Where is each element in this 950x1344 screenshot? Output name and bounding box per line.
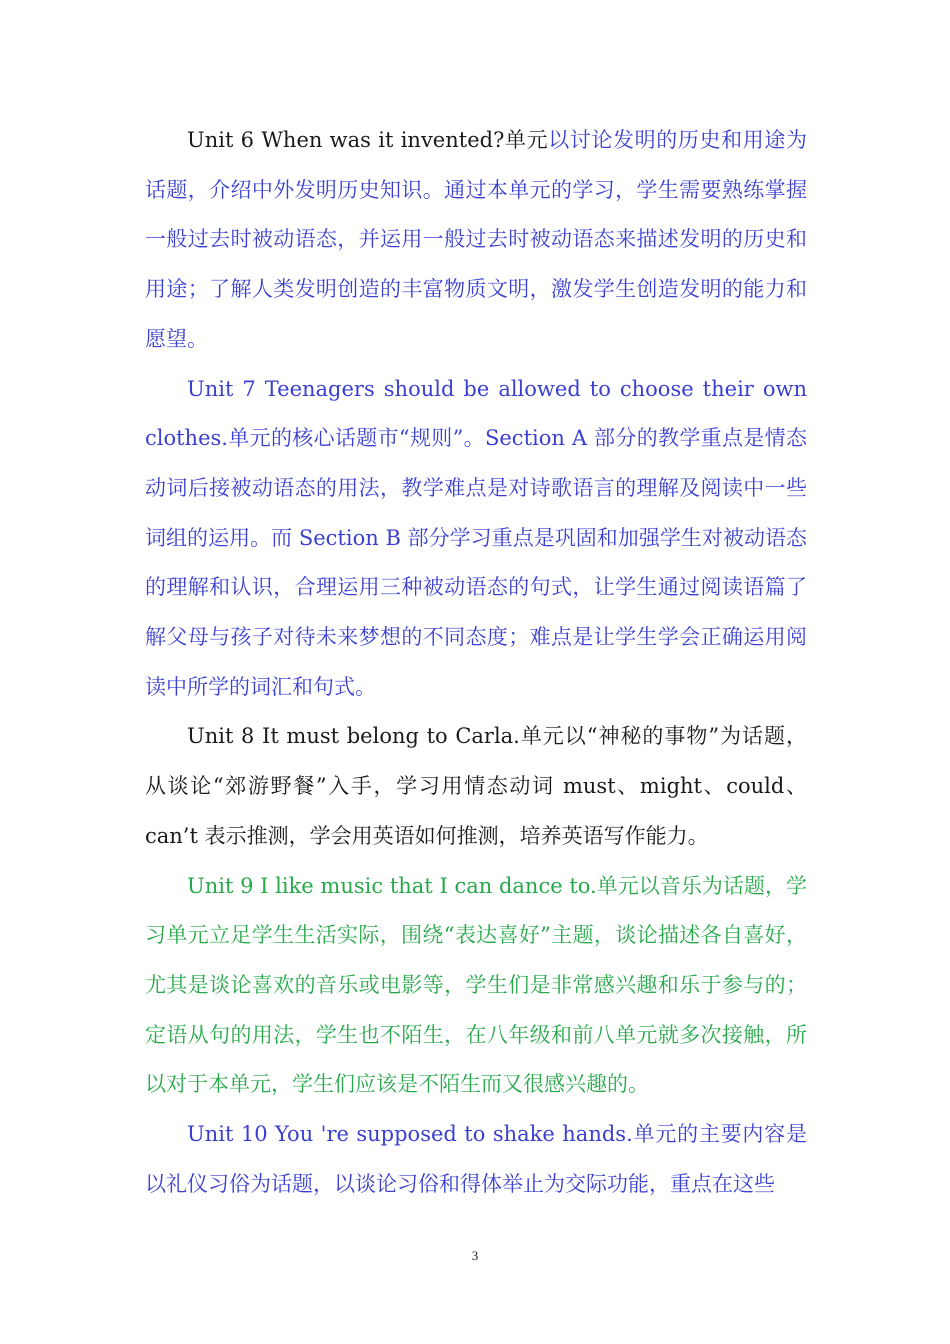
- paragraph-unit-10: Unit 10 You 're supposed to shake hands.单元的主要内容是以礼仪习俗为话题，以谈论习俗和得体举止为交际功能，重点在这些: [145, 1122, 807, 1196]
- paragraph-unit-6-lead: Unit 6 When was it invented?单元: [187, 128, 549, 152]
- paragraph-unit-6: [145, 116, 807, 365]
- page-number: 3: [471, 1248, 479, 1263]
- paragraph-unit-8: Unit 8 It must belong to Carla.单元以“神秘的事物”为话题，从谈论“郊游野餐”入手，学习用情态动词 must、might、could、can’t 表示推测，学会用英语如何推测，培养英语写作能力。: [145, 724, 807, 848]
- document-body: [145, 116, 807, 1209]
- paragraph-unit-7: Unit 7 Teenagers should be allowed to choose their own clothes.单元的核心话题市“规则”。Section A 部分的教学重点是情态动词后接被动语态的用法，教学难点是对诗歌语言的理解及阅读中一些词组的运用。而 Section B 部分学习重点是巩固和加强学生对被动语态的理解和认识，合理运用三种被动语态的句式，让学生通过阅读语篇了解父母与孩子对待未来梦想的不同态度；难点是让学生学会正确运用阅读中所学的词汇和句式。: [145, 376, 807, 699]
- paragraph-unit-6-text: 以讨论发明的历史和用途为话题，介绍中外发明历史知识。通过本单元的学习，学生需要熟练掌握一般过去时被动语态，并运用一般过去时被动语态来描述发明的历史和用途；了解人类发明创造的丰富物质文明，激发学生创造发明的能力和愿望。: [145, 128, 807, 351]
- paragraph-unit-9: Unit 9 I like music that I can dance to.单元以音乐为话题，学习单元立足学生生活实际，围绕“表达喜好”主题，谈论描述各自喜好，尤其是谈论喜欢的音乐或电影等，学生们是非常感兴趣和乐于参与的；定语从句的用法，学生也不陌生，在八年级和前八单元就多次接触，所以对于本单元，学生们应该是不陌生而又很感兴趣的。: [145, 873, 807, 1097]
